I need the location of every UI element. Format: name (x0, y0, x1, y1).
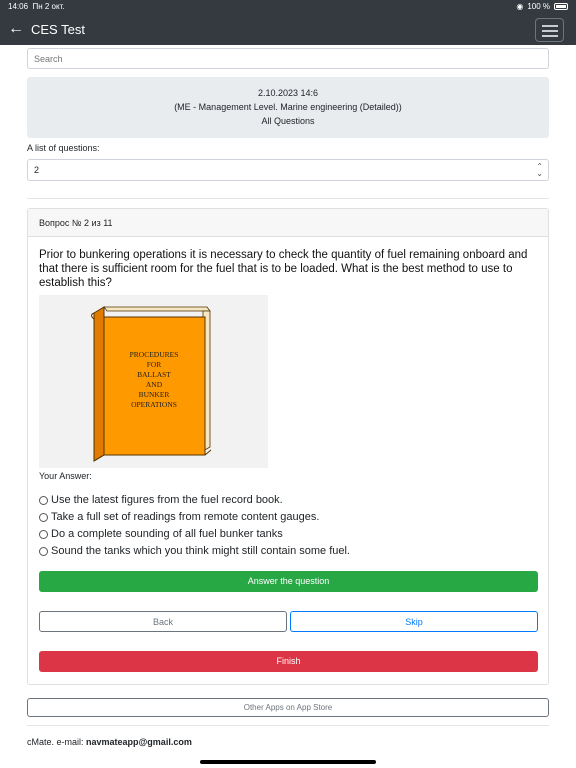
test-info-box (27, 77, 549, 138)
hamburger-icon (542, 30, 558, 32)
footer (27, 737, 192, 747)
question-select[interactable] (27, 159, 549, 181)
hamburger-icon (542, 35, 558, 37)
answer-option[interactable] (39, 543, 350, 560)
book-title-line: AND (145, 380, 163, 389)
book-title-line: OPERATIONS (131, 400, 177, 409)
answer-option-label: Sound the tanks which you think might still contain some fuel. (51, 545, 350, 557)
footer-prefix: cMate. e-mail: (27, 737, 87, 747)
navbar (0, 14, 576, 45)
back-arrow-icon[interactable]: ← (8, 20, 24, 37)
book-title-line: FOR (146, 360, 162, 369)
hamburger-icon (542, 25, 558, 27)
status-right (516, 2, 568, 11)
battery-icon (554, 3, 568, 10)
home-indicator[interactable] (200, 760, 376, 764)
answer-options (39, 492, 350, 560)
book-title-line: BALLAST (137, 370, 171, 379)
book-illustration (39, 295, 268, 468)
skip-button[interactable]: Skip (290, 611, 538, 632)
answer-option-label: Use the latest figures from the fuel record book. (51, 494, 283, 506)
answer-option-label: Take a full set of readings from remote content gauges. (51, 511, 320, 523)
finish-button[interactable]: Finish (39, 651, 538, 672)
answer-option[interactable] (39, 492, 350, 509)
menu-toggle-button[interactable] (535, 18, 564, 42)
radio-button[interactable] (39, 547, 48, 556)
question-list-label: A list of questions: (27, 143, 100, 153)
question-text: Prior to bunkering operations it is necessary to check the quantity of fuel remaining onboard and that there is sufficient room for the fuel that is to be loaded. What is the best method to use to establish this? (39, 249, 528, 289)
answer-option[interactable] (39, 526, 350, 543)
chevron-updown-icon: ⌃ ⌄ (536, 162, 543, 178)
question-card (27, 208, 549, 685)
status-bar (0, 0, 576, 14)
status-time-date (8, 2, 65, 11)
question-counter: Вопрос № 2 из 11 (28, 209, 548, 237)
page-title: CES Test (31, 22, 85, 37)
test-date: 2.10.2023 14:6 (257, 88, 319, 98)
battery-level: 100 % (527, 2, 550, 11)
search-input[interactable] (27, 48, 549, 69)
answer-option-label: Do a complete sounding of all fuel bunker tanks (51, 528, 283, 540)
wifi-icon: ◉ (516, 2, 524, 11)
radio-button[interactable] (39, 513, 48, 522)
divider (27, 725, 549, 726)
footer-email[interactable]: navmateapp@gmail.com (86, 737, 192, 747)
question-select-value: 2 (34, 165, 40, 175)
answer-option[interactable] (39, 509, 350, 526)
book-title-line: BUNKER (138, 390, 170, 399)
divider (27, 198, 549, 199)
book-title-line: PROCEDURES (129, 350, 179, 359)
status-date: Пн 2 окт. (32, 2, 65, 11)
test-scope: All Questions (261, 116, 315, 126)
radio-button[interactable] (39, 496, 48, 505)
status-time: 14:06 (8, 2, 29, 11)
radio-button[interactable] (39, 530, 48, 539)
back-button[interactable]: Back (39, 611, 287, 632)
your-answer-label: Your Answer: (39, 471, 92, 481)
test-course: (ME - Management Level. Marine engineering (Detailed)) (174, 102, 402, 112)
answer-question-button[interactable]: Answer the question (39, 571, 538, 592)
question-image (39, 295, 268, 468)
other-apps-button[interactable]: Other Apps on App Store (27, 698, 549, 717)
